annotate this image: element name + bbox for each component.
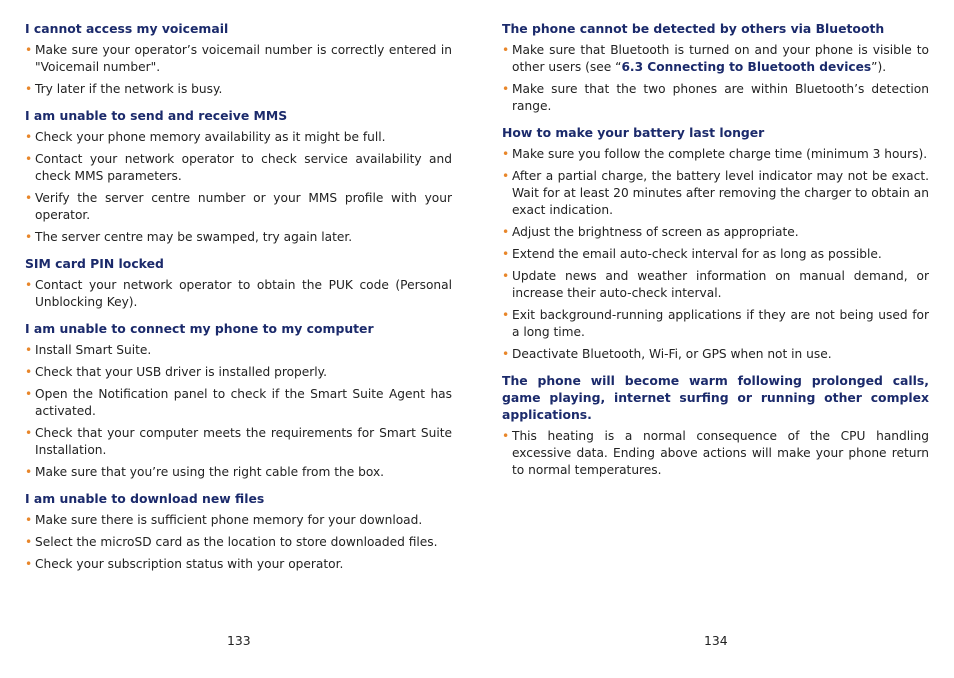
- page-number-left: 133: [227, 633, 251, 648]
- section-bluetooth: [502, 20, 929, 115]
- bullet-list: [25, 277, 452, 311]
- section-title: The phone will become warm following prolonged calls, game playing, internet surfing or running other complex applications.: [502, 373, 929, 422]
- bullet-list: [25, 42, 452, 98]
- list-item-text: Deactivate Bluetooth, Wi-Fi, or GPS when not in use.: [512, 347, 832, 361]
- list-item: [502, 168, 929, 219]
- list-item: [25, 81, 452, 98]
- list-item-text: Exit background-running applications if they are not being used for a long time.: [512, 308, 929, 339]
- bullet-icon: •: [25, 557, 33, 571]
- section-title: How to make your battery last longer: [502, 125, 765, 140]
- list-item: [502, 42, 929, 76]
- section-title: I cannot access my voicemail: [25, 21, 229, 36]
- list-item: [25, 42, 452, 76]
- list-item-text: Make sure that the two phones are within Bluetooth’s detection range.: [512, 82, 929, 113]
- section-title: I am unable to download new files: [25, 491, 265, 506]
- list-item-text: Check your phone memory availability as it might be full.: [35, 130, 386, 144]
- bullet-icon: •: [25, 43, 33, 57]
- list-item: [25, 151, 452, 185]
- bullet-icon: •: [25, 535, 33, 549]
- list-item-text: Make sure you follow the complete charge time (minimum 3 hours).: [512, 147, 928, 161]
- list-item-text: Make sure your operator’s voicemail number is correctly entered in "Voicemail number".: [35, 43, 452, 74]
- bullet-list: [502, 42, 929, 115]
- bullet-icon: •: [25, 365, 33, 379]
- list-item: [502, 268, 929, 302]
- list-item: [25, 190, 452, 224]
- section-title: I am unable to connect my phone to my computer: [25, 321, 374, 336]
- bullet-icon: •: [25, 387, 33, 401]
- list-item-text: Make sure there is sufficient phone memory for your download.: [35, 513, 423, 527]
- bullet-icon: •: [502, 225, 510, 239]
- list-item-text: This heating is a normal consequence of the CPU handling excessive data. Ending above actions will make your phone return to normal temperatures.: [512, 429, 929, 477]
- bullet-icon: •: [502, 43, 510, 57]
- list-item-text: Adjust the brightness of screen as appropriate.: [512, 225, 799, 239]
- list-item-text: Install Smart Suite.: [35, 343, 152, 357]
- list-item: [502, 81, 929, 115]
- list-item-text: Check that your computer meets the requirements for Smart Suite Installation.: [35, 426, 452, 457]
- list-item-text: Extend the email auto-check interval for as long as possible.: [512, 247, 882, 261]
- list-item: [25, 534, 452, 551]
- bullet-list: [502, 428, 929, 479]
- bullet-icon: •: [502, 169, 510, 183]
- bullet-icon: •: [502, 247, 510, 261]
- list-item: [502, 428, 929, 479]
- list-item-text: After a partial charge, the battery level indicator may not be exact. Wait for at least 20 minutes after removing the charger to obtain an exact indication.: [512, 169, 929, 217]
- list-item: [25, 229, 452, 246]
- bullet-icon: •: [25, 191, 33, 205]
- list-item: [25, 464, 452, 481]
- bullet-icon: •: [25, 513, 33, 527]
- list-item: [502, 146, 929, 163]
- list-item: [25, 342, 452, 359]
- bullet-icon: •: [502, 269, 510, 283]
- bullet-icon: •: [502, 82, 510, 96]
- list-item-text: ”).: [871, 60, 887, 74]
- list-item-text: Update news and weather information on manual demand, or increase their auto-check interval.: [512, 269, 929, 300]
- cross-reference-link: 6.3 Connecting to Bluetooth devices: [621, 60, 872, 74]
- bullet-icon: •: [25, 465, 33, 479]
- list-item-text: Check your subscription status with your operator.: [35, 557, 344, 571]
- list-item-text: Try later if the network is busy.: [35, 82, 223, 96]
- bullet-list: [25, 129, 452, 246]
- section-mms: [25, 107, 452, 246]
- list-item-text: Make sure that Bluetooth is turned on and your phone is visible to other users (see “: [512, 43, 929, 74]
- section-computer-connect: [25, 320, 452, 481]
- bullet-icon: •: [502, 147, 510, 161]
- list-item-text: Select the microSD card as the location to store downloaded files.: [35, 535, 438, 549]
- list-item: [25, 512, 452, 529]
- list-item: [25, 556, 452, 573]
- list-item: [25, 364, 452, 381]
- right-page-column: [502, 20, 929, 488]
- section-voicemail: [25, 20, 452, 98]
- page-number-right: 134: [704, 633, 728, 648]
- bullet-list: [25, 342, 452, 481]
- bullet-icon: •: [502, 429, 510, 443]
- bullet-icon: •: [25, 426, 33, 440]
- section-title: SIM card PIN locked: [25, 256, 164, 271]
- list-item-text: Verify the server centre number or your MMS profile with your operator.: [35, 191, 452, 222]
- bullet-list: [502, 146, 929, 363]
- bullet-icon: •: [502, 308, 510, 322]
- list-item: [502, 246, 929, 263]
- bullet-icon: •: [25, 343, 33, 357]
- list-item-text: Contact your network operator to check service availability and check MMS parameters.: [35, 152, 452, 183]
- list-item: [502, 346, 929, 363]
- section-phone-warm: [502, 372, 929, 479]
- list-item: [25, 129, 452, 146]
- list-item: [25, 277, 452, 311]
- bullet-icon: •: [25, 230, 33, 244]
- list-item: [502, 224, 929, 241]
- section-title: The phone cannot be detected by others via Bluetooth: [502, 21, 885, 36]
- section-download-files: [25, 490, 452, 573]
- list-item: [25, 425, 452, 459]
- section-sim-pin: [25, 255, 452, 311]
- list-item-text: Open the Notification panel to check if the Smart Suite Agent has activated.: [35, 387, 452, 418]
- list-item: [25, 386, 452, 420]
- list-item-text: Check that your USB driver is installed properly.: [35, 365, 327, 379]
- list-item-text: The server centre may be swamped, try again later.: [35, 230, 353, 244]
- section-title: I am unable to send and receive MMS: [25, 108, 288, 123]
- bullet-list: [25, 512, 452, 573]
- bullet-icon: •: [25, 152, 33, 166]
- bullet-icon: •: [25, 130, 33, 144]
- list-item-text: Contact your network operator to obtain the PUK code (Personal Unblocking Key).: [35, 278, 452, 309]
- bullet-icon: •: [25, 278, 33, 292]
- list-item: [502, 307, 929, 341]
- section-battery: [502, 124, 929, 363]
- list-item-text: Make sure that you’re using the right cable from the box.: [35, 465, 385, 479]
- bullet-icon: •: [502, 347, 510, 361]
- bullet-icon: •: [25, 82, 33, 96]
- left-page-column: [25, 20, 452, 582]
